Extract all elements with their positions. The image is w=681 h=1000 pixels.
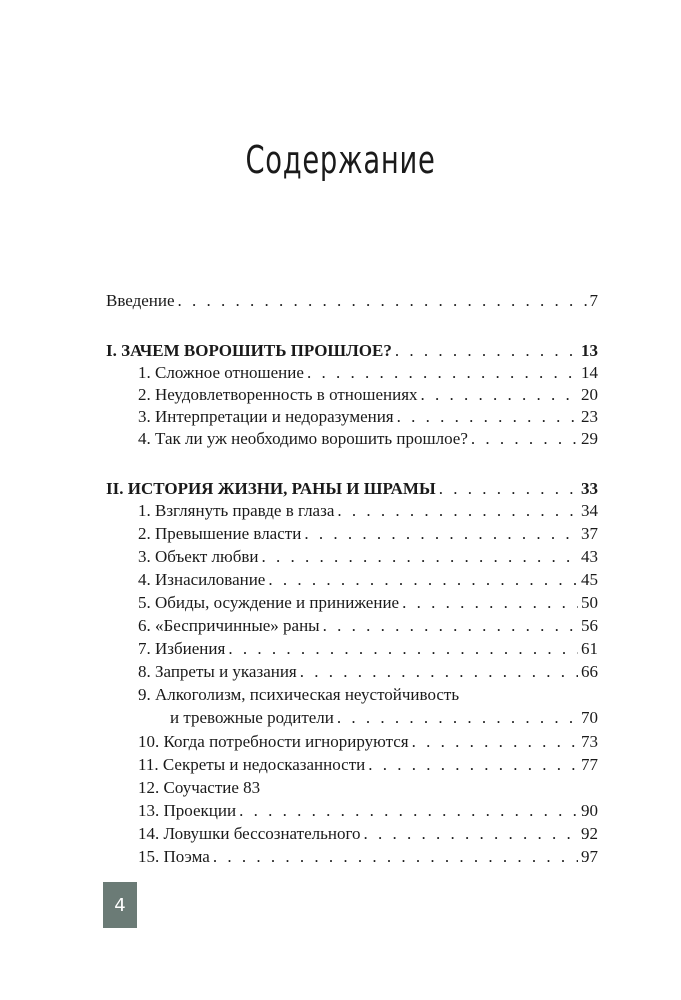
toc-entry[interactable] [138, 362, 598, 384]
leader-dots [439, 478, 578, 500]
toc-entry-label: 2. Превышение власти [138, 524, 302, 543]
leader-dots [337, 707, 578, 729]
toc-part-1[interactable] [106, 340, 598, 362]
leader-dots [178, 290, 587, 312]
toc-entry-page: 70 [581, 708, 598, 727]
toc-entry[interactable] [138, 384, 598, 406]
toc-entry-page: 66 [581, 662, 598, 681]
toc-entry-page: 20 [581, 385, 598, 404]
toc-entry[interactable] [138, 661, 598, 683]
leader-dots [337, 500, 578, 522]
leader-dots [395, 340, 578, 362]
toc-entry-page: 61 [581, 639, 598, 658]
toc-entry-label: 11. Секреты и недосказанности [138, 755, 366, 774]
toc-part-2[interactable] [106, 478, 598, 500]
toc-entry-page: 77 [581, 755, 598, 774]
toc-part-page: 33 [581, 479, 598, 498]
leader-dots [307, 362, 578, 384]
toc-entry[interactable] [138, 546, 598, 568]
leader-dots [368, 754, 578, 776]
leader-dots [268, 569, 578, 591]
toc-entry[interactable] [138, 731, 598, 753]
page-number-badge: 4 [103, 882, 137, 928]
toc-entry-label: и тревожные родители [170, 708, 334, 727]
toc-entry-page: 29 [581, 429, 598, 448]
leader-dots [304, 523, 578, 545]
toc-entry-page: 23 [581, 407, 598, 426]
toc-entry-label: 8. Запреты и указания [138, 662, 297, 681]
leader-dots [262, 546, 578, 568]
toc-entry-label: 2. Неудовлетворенность в отношениях [138, 385, 418, 404]
toc-entry-label: Введение [106, 291, 175, 310]
toc-entry[interactable] [138, 800, 598, 822]
toc-entry-page: 45 [581, 570, 598, 589]
toc-entry-page: 43 [581, 547, 598, 566]
toc-entry-page: 90 [581, 801, 598, 820]
toc-entry[interactable] [138, 523, 598, 545]
toc-entry-label: 3. Интерпретации и недоразумения [138, 407, 394, 426]
toc-entry-label: 15. Поэма [138, 847, 210, 866]
toc-entry-page: 56 [581, 616, 598, 635]
toc-entry[interactable] [138, 615, 598, 637]
toc-entry-label: 10. Когда потребности игнорируются [138, 732, 409, 751]
toc-entry[interactable] [138, 684, 598, 706]
leader-dots [397, 406, 578, 428]
toc-entry[interactable] [138, 777, 598, 799]
leader-dots [300, 661, 578, 683]
leader-dots [412, 731, 578, 753]
toc-entry[interactable] [138, 846, 598, 868]
leader-dots [213, 846, 578, 868]
toc-entry[interactable] [138, 823, 598, 845]
toc-entry-label: 14. Ловушки бессознательного [138, 824, 361, 843]
leader-dots [228, 638, 578, 660]
page-title: Содержание [245, 138, 436, 182]
toc-entry[interactable] [138, 569, 598, 591]
toc-entry-label: 1. Сложное отношение [138, 363, 304, 382]
toc-entry-label: 4. Изнасилование [138, 570, 266, 589]
toc-entry-label: 13. Проекции [138, 801, 237, 820]
toc-entry[interactable] [138, 500, 598, 522]
leader-dots [471, 428, 578, 450]
toc-entry[interactable] [138, 638, 598, 660]
toc-entry-page: 37 [581, 524, 598, 543]
toc-entry-page: 7 [589, 291, 598, 310]
toc-entry-label: 5. Обиды, осуждение и принижение [138, 593, 400, 612]
toc-part-page: 13 [581, 341, 598, 360]
toc-entry[interactable] [138, 428, 598, 450]
toc-entry-label: 4. Так ли уж необходимо ворошить прошлое? [138, 429, 468, 448]
toc-part-label: I. ЗАЧЕМ ВОРОШИТЬ ПРОШЛОЕ? [106, 341, 392, 360]
toc-part-label: II. ИСТОРИЯ ЖИЗНИ, РАНЫ И ШРАМЫ [106, 479, 436, 498]
toc-entry-page: 73 [581, 732, 598, 751]
leader-dots [323, 615, 578, 637]
toc-entry-label: 7. Избиения [138, 639, 226, 658]
leader-dots [239, 800, 578, 822]
leader-dots [421, 384, 578, 406]
leader-dots [402, 592, 578, 614]
toc-entry[interactable] [138, 592, 598, 614]
toc-entry-page: 14 [581, 363, 598, 382]
toc-entry-label: 12. Соучастие 83 [138, 778, 261, 797]
toc-entry-label: 6. «Беспричинные» раны [138, 616, 320, 635]
toc-entry-page: 92 [581, 824, 598, 843]
toc-entry-page: 34 [581, 501, 598, 520]
toc-entry-intro[interactable] [106, 290, 598, 312]
toc-entry-label: 1. Взглянуть правде в глаза [138, 501, 335, 520]
toc-entry-continuation[interactable] [170, 707, 598, 729]
toc-entry-label: 3. Объект любви [138, 547, 259, 566]
toc-entry-label: 9. Алкоголизм, психическая неустойчивость [138, 685, 460, 704]
toc-entry[interactable] [138, 754, 598, 776]
toc-entry-page: 97 [581, 847, 598, 866]
toc-entry[interactable] [138, 406, 598, 428]
toc-entry-page: 50 [581, 593, 598, 612]
leader-dots [364, 823, 578, 845]
